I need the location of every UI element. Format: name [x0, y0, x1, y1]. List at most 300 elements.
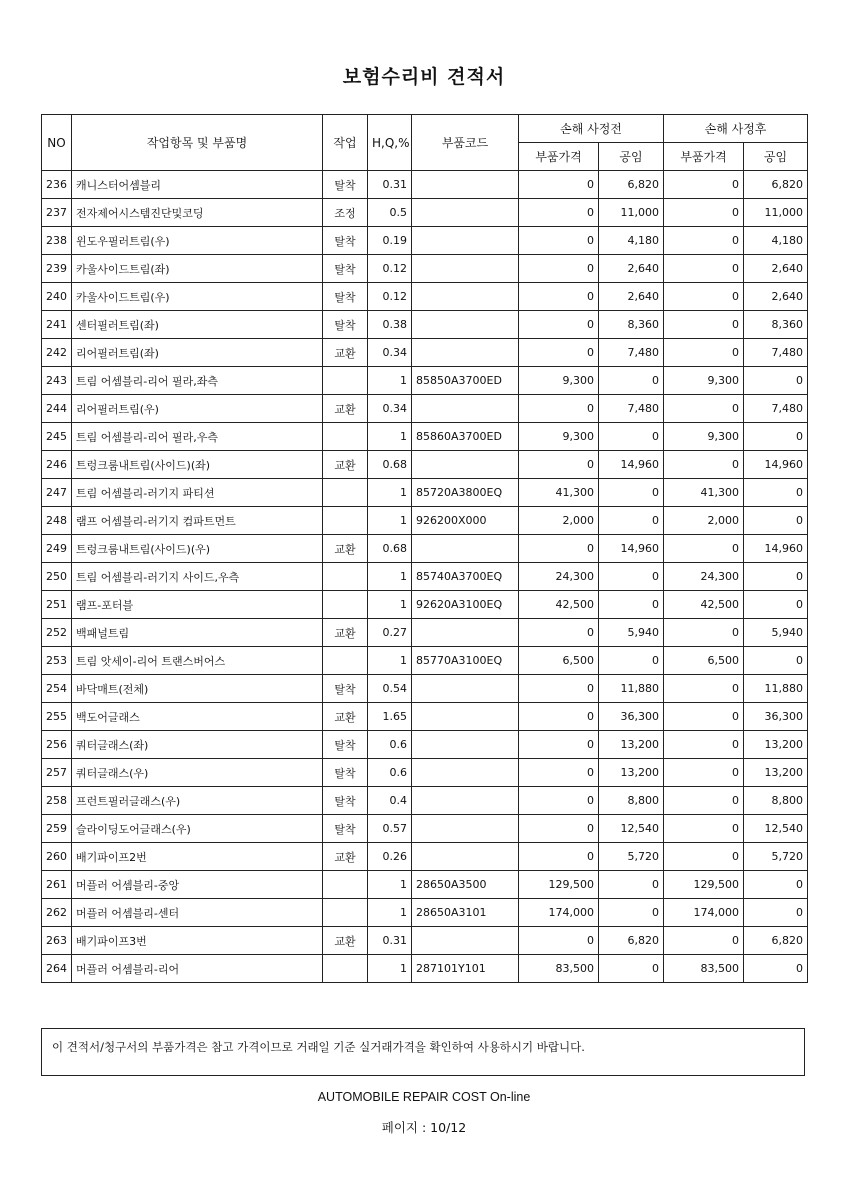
row-work: 조정: [323, 199, 368, 227]
row-before-part-price: 0: [519, 227, 599, 255]
table-row: [42, 787, 808, 815]
row-after-labor: 7,480: [744, 395, 808, 423]
row-after-part-price: 0: [664, 255, 744, 283]
table-row: [42, 815, 808, 843]
row-before-labor: 13,200: [599, 759, 664, 787]
table-row: [42, 591, 808, 619]
row-no: 252: [42, 619, 72, 647]
row-after-labor: 13,200: [744, 759, 808, 787]
row-before-part-price: 0: [519, 787, 599, 815]
row-after-labor: 0: [744, 367, 808, 395]
row-work: 교환: [323, 843, 368, 871]
row-work: 탈착: [323, 675, 368, 703]
row-after-part-price: 41,300: [664, 479, 744, 507]
row-code: [412, 843, 519, 871]
row-after-part-price: 0: [664, 339, 744, 367]
row-item: 쿼터글래스(우): [72, 759, 323, 787]
row-before-part-price: 0: [519, 535, 599, 563]
row-before-part-price: 0: [519, 843, 599, 871]
row-hq: 1: [368, 367, 412, 395]
estimate-table: [41, 114, 808, 983]
row-after-labor: 7,480: [744, 339, 808, 367]
row-work: 탈착: [323, 787, 368, 815]
row-code: [412, 787, 519, 815]
row-after-part-price: 0: [664, 927, 744, 955]
row-after-labor: 0: [744, 479, 808, 507]
row-code: 85770A3100EQ: [412, 647, 519, 675]
row-item: 바닥매트(전체): [72, 675, 323, 703]
row-item: 머플러 어셈블리-센터: [72, 899, 323, 927]
row-after-part-price: 0: [664, 311, 744, 339]
row-before-labor: 0: [599, 507, 664, 535]
row-hq: 0.26: [368, 843, 412, 871]
row-code: [412, 199, 519, 227]
row-item: 트림 앗세이-리어 트랜스버어스: [72, 647, 323, 675]
row-code: 926200X000: [412, 507, 519, 535]
row-after-labor: 8,800: [744, 787, 808, 815]
row-before-labor: 0: [599, 423, 664, 451]
row-before-part-price: 174,000: [519, 899, 599, 927]
table-row: [42, 647, 808, 675]
row-hq: 0.27: [368, 619, 412, 647]
row-after-labor: 12,540: [744, 815, 808, 843]
table-row: [42, 171, 808, 199]
row-code: [412, 731, 519, 759]
row-before-part-price: 0: [519, 255, 599, 283]
row-item: 트림 어셈블리-리어 필라,좌측: [72, 367, 323, 395]
row-before-labor: 8,800: [599, 787, 664, 815]
row-work: 교환: [323, 927, 368, 955]
table-row: [42, 927, 808, 955]
row-hq: 0.34: [368, 339, 412, 367]
row-before-part-price: 0: [519, 339, 599, 367]
row-before-part-price: 0: [519, 199, 599, 227]
row-hq: 1.65: [368, 703, 412, 731]
header-hq: H,Q,%: [368, 115, 412, 171]
row-hq: 1: [368, 507, 412, 535]
row-code: [412, 395, 519, 423]
row-before-labor: 11,880: [599, 675, 664, 703]
row-code: [412, 675, 519, 703]
table-row: [42, 759, 808, 787]
row-work: 탈착: [323, 815, 368, 843]
row-item: 트렁크룸내트림(사이드)(우): [72, 535, 323, 563]
row-after-labor: 0: [744, 899, 808, 927]
row-before-part-price: 0: [519, 731, 599, 759]
row-before-part-price: 0: [519, 171, 599, 199]
row-after-part-price: 83,500: [664, 955, 744, 983]
row-code: 28650A3101: [412, 899, 519, 927]
row-after-labor: 14,960: [744, 535, 808, 563]
table-row: [42, 479, 808, 507]
row-before-labor: 0: [599, 899, 664, 927]
table-row: [42, 423, 808, 451]
row-before-part-price: 0: [519, 451, 599, 479]
row-item: 머플러 어셈블리-중앙: [72, 871, 323, 899]
row-code: 28650A3500: [412, 871, 519, 899]
row-no: 246: [42, 451, 72, 479]
row-hq: 0.34: [368, 395, 412, 423]
row-after-part-price: 42,500: [664, 591, 744, 619]
row-after-part-price: 0: [664, 731, 744, 759]
row-no: 245: [42, 423, 72, 451]
row-after-part-price: 0: [664, 535, 744, 563]
row-before-labor: 14,960: [599, 451, 664, 479]
row-hq: 0.6: [368, 759, 412, 787]
row-work: [323, 563, 368, 591]
row-item: 트림 어셈블리-러기지 사이드,우측: [72, 563, 323, 591]
row-code: 92620A3100EQ: [412, 591, 519, 619]
row-after-part-price: 24,300: [664, 563, 744, 591]
table-row: [42, 619, 808, 647]
table-row: [42, 255, 808, 283]
row-no: 259: [42, 815, 72, 843]
footer-brand: AUTOMOBILE REPAIR COST On-line: [317, 1090, 531, 1104]
row-before-labor: 4,180: [599, 227, 664, 255]
row-before-part-price: 41,300: [519, 479, 599, 507]
row-before-part-price: 9,300: [519, 367, 599, 395]
row-before-part-price: 24,300: [519, 563, 599, 591]
row-no: 250: [42, 563, 72, 591]
row-no: 264: [42, 955, 72, 983]
row-hq: 1: [368, 955, 412, 983]
row-before-labor: 12,540: [599, 815, 664, 843]
row-code: 85850A3700ED: [412, 367, 519, 395]
row-no: 236: [42, 171, 72, 199]
row-work: [323, 591, 368, 619]
row-after-part-price: 0: [664, 451, 744, 479]
row-work: 교환: [323, 619, 368, 647]
table-row: [42, 367, 808, 395]
row-before-labor: 5,940: [599, 619, 664, 647]
table-row: [42, 703, 808, 731]
row-work: 탈착: [323, 759, 368, 787]
row-item: 전자제어시스템진단및코딩: [72, 199, 323, 227]
row-code: [412, 619, 519, 647]
row-no: 260: [42, 843, 72, 871]
row-hq: 1: [368, 591, 412, 619]
row-no: 248: [42, 507, 72, 535]
row-before-labor: 0: [599, 647, 664, 675]
row-after-labor: 36,300: [744, 703, 808, 731]
row-item: 램프 어셈블리-러기지 컴파트먼트: [72, 507, 323, 535]
row-before-part-price: 0: [519, 619, 599, 647]
row-no: 238: [42, 227, 72, 255]
row-work: [323, 423, 368, 451]
row-after-part-price: 0: [664, 759, 744, 787]
row-before-labor: 2,640: [599, 283, 664, 311]
table-row: [42, 339, 808, 367]
row-work: 탈착: [323, 731, 368, 759]
row-after-part-price: 0: [664, 283, 744, 311]
document-title: 보험수리비 견적서: [342, 66, 506, 88]
row-code: [412, 815, 519, 843]
row-before-labor: 0: [599, 871, 664, 899]
row-after-part-price: 0: [664, 787, 744, 815]
header-before-labor: 공임: [599, 143, 664, 171]
row-after-part-price: 9,300: [664, 423, 744, 451]
row-work: [323, 367, 368, 395]
row-code: [412, 703, 519, 731]
header-after: 손해 사정후: [664, 115, 808, 143]
row-item: 백도어글래스: [72, 703, 323, 731]
row-no: 242: [42, 339, 72, 367]
row-before-part-price: 129,500: [519, 871, 599, 899]
row-hq: 0.19: [368, 227, 412, 255]
table-row: [42, 507, 808, 535]
row-after-labor: 11,000: [744, 199, 808, 227]
row-hq: 0.12: [368, 283, 412, 311]
row-before-labor: 6,820: [599, 927, 664, 955]
row-no: 261: [42, 871, 72, 899]
row-before-part-price: 42,500: [519, 591, 599, 619]
row-hq: 0.6: [368, 731, 412, 759]
row-no: 237: [42, 199, 72, 227]
table-header: [42, 115, 808, 171]
row-after-part-price: 0: [664, 815, 744, 843]
row-item: 윈도우필러트림(우): [72, 227, 323, 255]
row-work: 탈착: [323, 255, 368, 283]
table-row: [42, 899, 808, 927]
row-code: [412, 227, 519, 255]
row-hq: 0.68: [368, 535, 412, 563]
row-hq: 0.5: [368, 199, 412, 227]
row-work: 교환: [323, 535, 368, 563]
row-hq: 1: [368, 423, 412, 451]
row-hq: 0.54: [368, 675, 412, 703]
row-no: 239: [42, 255, 72, 283]
row-before-labor: 5,720: [599, 843, 664, 871]
row-item: 센터필러트림(좌): [72, 311, 323, 339]
row-no: 255: [42, 703, 72, 731]
row-before-part-price: 6,500: [519, 647, 599, 675]
table-row: [42, 227, 808, 255]
row-after-part-price: 0: [664, 675, 744, 703]
row-item: 리어필러트림(우): [72, 395, 323, 423]
row-code: [412, 759, 519, 787]
table-row: [42, 283, 808, 311]
header-before-part-price: 부품가격: [519, 143, 599, 171]
row-after-labor: 5,720: [744, 843, 808, 871]
row-before-labor: 6,820: [599, 171, 664, 199]
row-before-labor: 13,200: [599, 731, 664, 759]
table-row: [42, 311, 808, 339]
row-no: 253: [42, 647, 72, 675]
row-code: [412, 283, 519, 311]
row-work: 탈착: [323, 283, 368, 311]
row-hq: 1: [368, 563, 412, 591]
row-no: 262: [42, 899, 72, 927]
row-work: 교환: [323, 451, 368, 479]
row-no: 244: [42, 395, 72, 423]
row-before-labor: 14,960: [599, 535, 664, 563]
row-before-labor: 0: [599, 367, 664, 395]
row-after-labor: 0: [744, 591, 808, 619]
header-after-labor: 공임: [744, 143, 808, 171]
row-after-labor: 0: [744, 647, 808, 675]
row-code: [412, 255, 519, 283]
table-row: [42, 199, 808, 227]
row-before-part-price: 2,000: [519, 507, 599, 535]
row-no: 258: [42, 787, 72, 815]
row-work: 교환: [323, 339, 368, 367]
row-before-part-price: 83,500: [519, 955, 599, 983]
row-after-labor: 0: [744, 955, 808, 983]
row-code: 287101Y101: [412, 955, 519, 983]
row-item: 프런트필러글래스(우): [72, 787, 323, 815]
row-hq: 0.12: [368, 255, 412, 283]
row-work: [323, 955, 368, 983]
row-work: 교환: [323, 395, 368, 423]
row-hq: 0.68: [368, 451, 412, 479]
row-before-part-price: 0: [519, 759, 599, 787]
row-work: [323, 871, 368, 899]
row-item: 트림 어셈블리-리어 필라,우측: [72, 423, 323, 451]
row-no: 257: [42, 759, 72, 787]
row-after-labor: 4,180: [744, 227, 808, 255]
table-row: [42, 395, 808, 423]
row-hq: 0.31: [368, 171, 412, 199]
row-item: 카울사이드트림(좌): [72, 255, 323, 283]
row-after-part-price: 0: [664, 171, 744, 199]
row-before-labor: 7,480: [599, 339, 664, 367]
row-item: 배기파이프3번: [72, 927, 323, 955]
row-after-labor: 6,820: [744, 171, 808, 199]
row-after-part-price: 0: [664, 843, 744, 871]
row-item: 슬라이딩도어글래스(우): [72, 815, 323, 843]
row-before-part-price: 0: [519, 283, 599, 311]
row-after-part-price: 0: [664, 227, 744, 255]
row-work: 탈착: [323, 311, 368, 339]
row-after-part-price: 0: [664, 199, 744, 227]
table-row: [42, 535, 808, 563]
row-no: 251: [42, 591, 72, 619]
row-after-labor: 0: [744, 423, 808, 451]
row-no: 249: [42, 535, 72, 563]
header-code: 부품코드: [412, 115, 519, 171]
row-after-part-price: 0: [664, 703, 744, 731]
table-row: [42, 955, 808, 983]
row-before-part-price: 0: [519, 815, 599, 843]
row-before-part-price: 0: [519, 311, 599, 339]
row-code: [412, 311, 519, 339]
row-no: 243: [42, 367, 72, 395]
row-after-labor: 11,880: [744, 675, 808, 703]
row-item: 머플러 어셈블리-리어: [72, 955, 323, 983]
row-before-part-price: 0: [519, 927, 599, 955]
row-before-part-price: 0: [519, 675, 599, 703]
row-before-labor: 0: [599, 591, 664, 619]
row-hq: 1: [368, 871, 412, 899]
row-before-labor: 8,360: [599, 311, 664, 339]
row-before-labor: 0: [599, 955, 664, 983]
row-before-part-price: 0: [519, 703, 599, 731]
header-before: 손해 사정전: [519, 115, 664, 143]
row-item: 트렁크룸내트림(사이드)(좌): [72, 451, 323, 479]
row-after-labor: 0: [744, 507, 808, 535]
row-after-labor: 8,360: [744, 311, 808, 339]
header-item: 작업항목 및 부품명: [72, 115, 323, 171]
row-before-labor: 2,640: [599, 255, 664, 283]
row-no: 263: [42, 927, 72, 955]
notice-text: 이 견적서/청구서의 부품가격은 참고 가격이므로 거래일 기준 실거래가격을 확인하여 사용하시기 바랍니다.: [52, 1040, 585, 1054]
table-row: [42, 843, 808, 871]
row-before-labor: 36,300: [599, 703, 664, 731]
row-hq: 0.38: [368, 311, 412, 339]
table-row: [42, 563, 808, 591]
row-hq: 0.31: [368, 927, 412, 955]
row-after-labor: 0: [744, 871, 808, 899]
row-item: 리어필러트림(좌): [72, 339, 323, 367]
row-item: 트림 어셈블리-러기지 파티션: [72, 479, 323, 507]
row-after-part-price: 6,500: [664, 647, 744, 675]
row-work: [323, 507, 368, 535]
row-hq: 0.4: [368, 787, 412, 815]
row-hq: 1: [368, 647, 412, 675]
row-no: 241: [42, 311, 72, 339]
row-code: [412, 171, 519, 199]
row-after-labor: 0: [744, 563, 808, 591]
row-work: [323, 647, 368, 675]
table-row: [42, 871, 808, 899]
row-no: 240: [42, 283, 72, 311]
row-after-part-price: 2,000: [664, 507, 744, 535]
row-before-part-price: 9,300: [519, 423, 599, 451]
row-after-labor: 2,640: [744, 255, 808, 283]
table-row: [42, 731, 808, 759]
notice-box: [41, 1028, 805, 1076]
table-row: [42, 675, 808, 703]
row-item: 배기파이프2번: [72, 843, 323, 871]
row-item: 캐니스터어셈블리: [72, 171, 323, 199]
row-code: 85720A3800EQ: [412, 479, 519, 507]
row-no: 254: [42, 675, 72, 703]
row-code: 85860A3700ED: [412, 423, 519, 451]
row-code: [412, 927, 519, 955]
header-no: NO: [42, 115, 72, 171]
table-row: [42, 451, 808, 479]
row-code: [412, 339, 519, 367]
row-before-labor: 11,000: [599, 199, 664, 227]
row-no: 256: [42, 731, 72, 759]
row-hq: 0.57: [368, 815, 412, 843]
row-item: 카울사이드트림(우): [72, 283, 323, 311]
row-after-labor: 13,200: [744, 731, 808, 759]
row-after-part-price: 129,500: [664, 871, 744, 899]
row-after-labor: 5,940: [744, 619, 808, 647]
table-body: [42, 171, 808, 983]
row-after-part-price: 0: [664, 619, 744, 647]
row-code: 85740A3700EQ: [412, 563, 519, 591]
header-work: 작업: [323, 115, 368, 171]
row-work: 탈착: [323, 227, 368, 255]
row-code: [412, 451, 519, 479]
row-after-labor: 14,960: [744, 451, 808, 479]
row-work: [323, 899, 368, 927]
row-after-part-price: 9,300: [664, 367, 744, 395]
row-code: [412, 535, 519, 563]
row-after-part-price: 174,000: [664, 899, 744, 927]
row-before-labor: 0: [599, 479, 664, 507]
row-hq: 1: [368, 899, 412, 927]
row-work: 탈착: [323, 171, 368, 199]
row-work: 교환: [323, 703, 368, 731]
row-item: 쿼터글래스(좌): [72, 731, 323, 759]
row-item: 백패널트림: [72, 619, 323, 647]
row-before-labor: 0: [599, 563, 664, 591]
row-item: 램프-포터블: [72, 591, 323, 619]
header-after-part-price: 부품가격: [664, 143, 744, 171]
